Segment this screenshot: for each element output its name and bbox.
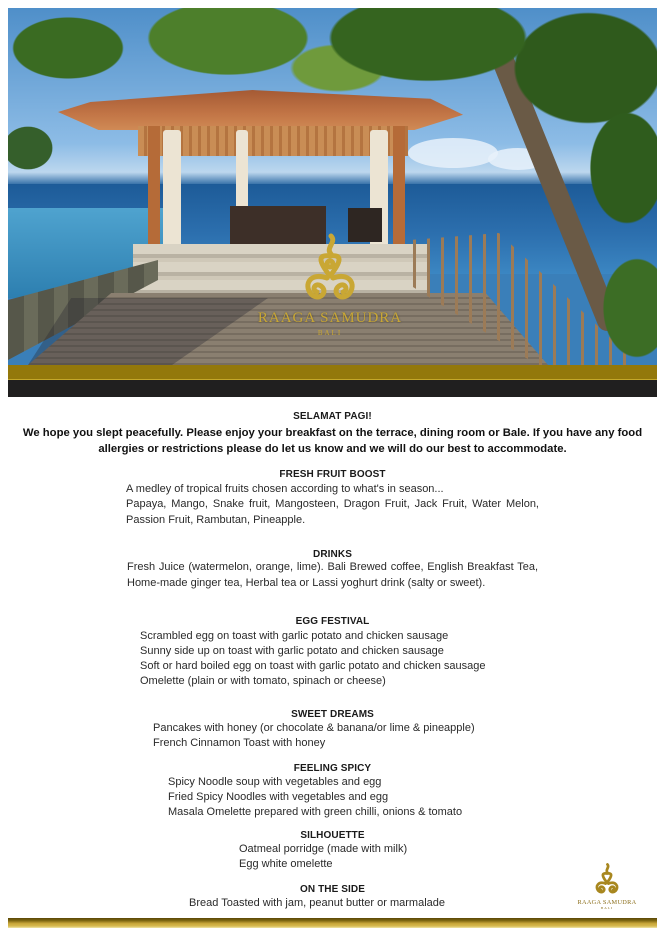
section-heading-sweet: SWEET DREAMS: [291, 709, 374, 720]
footer-brand-location: BALI: [600, 906, 614, 910]
section-heading-fruit: FRESH FRUIT BOOST: [279, 469, 386, 480]
brand-name: RAAGA SAMUDRA: [257, 310, 403, 326]
greeting-message: We hope you slept peacefully. Please enjoy your breakfast on the terrace, dining room or Bale. If you have any food allergies or restrictions please do let us know and we will do our best to accommodate.: [22, 427, 643, 455]
section-heading-eggs: EGG FESTIVAL: [295, 616, 370, 627]
menu-item: Fried Spicy Noodles with vegetables and egg: [168, 791, 389, 803]
menu-item: French Cinnamon Toast with honey: [153, 737, 326, 749]
menu-item: Spicy Noodle soup with vegetables and egg: [168, 776, 382, 788]
section-heading-drinks: DRINKS: [313, 549, 352, 560]
greeting-title: SELAMAT PAGI!: [293, 411, 372, 422]
menu-item: Scrambled egg on toast with garlic potato and chicken sausage: [140, 630, 449, 642]
bale-post: [148, 126, 160, 251]
footer-gold-bar: [8, 918, 657, 928]
footer-logo: [575, 862, 639, 910]
menu-item: Omelette (plain or with tomato, spinach or cheese): [140, 675, 386, 687]
menu-item: Pancakes with honey (or chocolate & banana/or lime & pineapple): [153, 722, 475, 734]
menu-item: Masala Omelette prepared with green chilli, onions & tomato: [168, 806, 463, 818]
drinks-text: Fresh Juice (watermelon, orange, lime). Bali Brewed coffee, English Breakfast Tea, Home-made ginger tea, Herbal tea or Lassi yoghurt drink (salty or sweet).: [127, 561, 538, 589]
tree-foliage: [547, 88, 657, 365]
cloud-shape: [408, 138, 498, 168]
curtain: [163, 130, 181, 250]
fruit-list: Papaya, Mango, Snake fruit, Mangosteen, Dragon Fruit, Jack Fruit, Water Melon, Passion Fruit, Rambutan, Pineapple.: [126, 498, 539, 526]
menu-item: Egg white omelette: [239, 858, 333, 870]
dark-divider-band: [8, 380, 657, 397]
footer-brand-name: RAAGA SAMUDRA: [577, 899, 637, 906]
swirl-logo-icon: [592, 862, 622, 896]
menu-item: Bread Toasted with jam, peanut butter or marmalade: [189, 897, 445, 909]
menu-item: Soft or hard boiled egg on toast with garlic potato and chicken sausage: [140, 660, 486, 672]
menu-item: Oatmeal porridge (made with milk): [239, 843, 408, 855]
brand-location: BALI: [317, 329, 343, 337]
section-heading-side: ON THE SIDE: [300, 884, 365, 895]
menu-item: Sunny side up on toast with garlic potato and chicken sausage: [140, 645, 444, 657]
swirl-logo-icon: [297, 232, 363, 304]
gold-divider-band: [8, 365, 657, 380]
fruit-intro: A medley of tropical fruits chosen according to what's in season...: [126, 483, 444, 495]
section-heading-spicy: FEELING SPICY: [293, 763, 372, 774]
hero-logo: [250, 232, 410, 337]
section-heading-silhouette: SILHOUETTE: [300, 830, 365, 841]
